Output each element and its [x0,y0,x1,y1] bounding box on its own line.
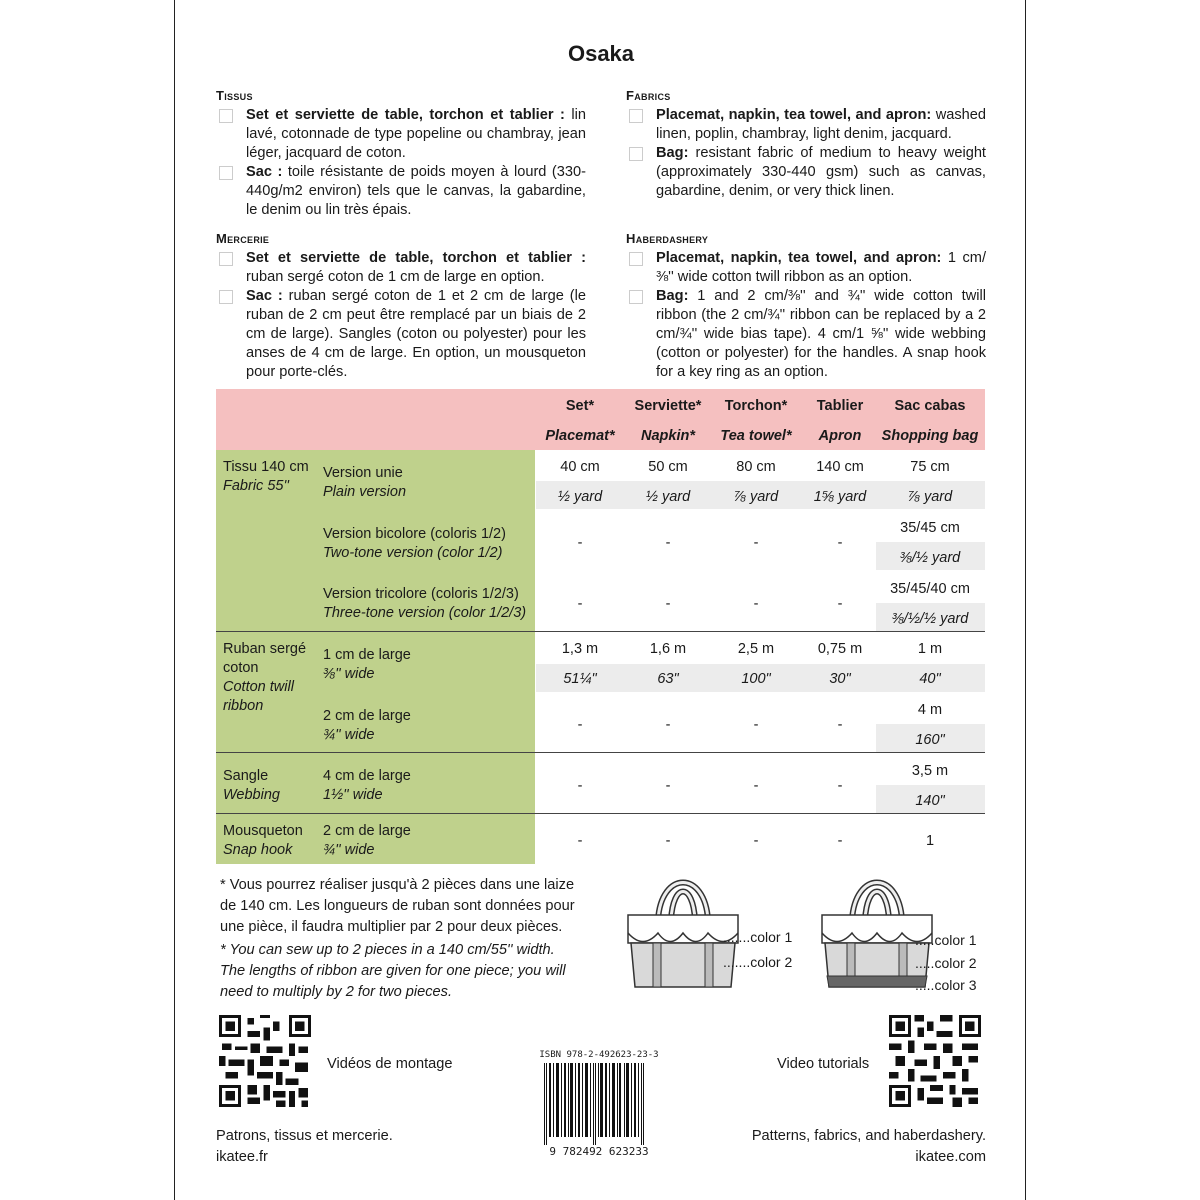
table-cell: - [665,833,671,849]
row-label: 2 cm de large ¾'' wide [323,708,411,743]
table-cell: 140" [915,793,945,809]
color-label: .......color 1 [723,929,793,945]
table-cell: 0,75 m [817,641,863,657]
table-cell: 160" [915,732,945,748]
table-cell: - [665,596,671,612]
checkbox[interactable] [629,252,643,266]
en-fabric-item: Placemat, napkin, tea towel, and apron: washed linen, poplin, chambray, light denim, jacquard. [626,106,986,144]
table-cell: 35/45/40 cm [890,581,970,597]
table-cell: 50 cm [648,459,688,475]
table-cell: 75 cm [910,459,950,475]
table-cell: ½ yard [645,489,691,505]
pattern-back-cover: Osaka Tissus Set et serviette de table, torchon et tablier : lin lavé, cotonnade de type popeline ou chambray, jean léger, jacquard de coton. Sac : toile résistante de poids moyen à lourd (330-440g/m2 environ) tels que le canvas, la gabardine, le denim ou lin très épais. Mercerie Set et serviette de table, torchon et tablier : ruban sergé coton de 1 cm de large en option. Sac : ruban sergé coton de 1 et 2 cm de large (le ruban de 2 cm peut être remplacé par un biais de 2 cm de large). Sangles (coton ou polyester) pour les anses de 4 cm de large. En option, un mousqueton pour porte-clés. Fabrics Placemat, napkin, tea towel, and apron: washed linen, poplin, chambray, light denim, jacquard. Bag: resistant fabric of medium to heavy weight (approximately 330-440 gsm) such as canvas, gabardine, denim, or very thick linen. Haberdashery Placemat, napkin, tea towel, and apron: 1 cm/⅜'' wide cotton twill ribbon as an option. Bag: 1 and 2 cm/⅜'' and ¾'' wide cotton twill ribbon (the 2 cm/¾'' ribbon can be replaced by a 2 cm/¾'' wide bias tape). 4 cm/1 ⅝'' wide webbing (cotton or polyester) for the handles. A snap hook for a key ring as an option. Set* Placemat* Serviette* Napkin* Torchon* Tea towel* Tablier Apron Sac cabas Shopping bag Tissu 140 cm Fabric 55'' Ruban sergé coton Cotton twill ribbon Sangle Webbing Mousqueton Snap hook Version unie Plain version Version bicolore (coloris 1/2) Two-tone version (color 1/2) Version tricolore (coloris 1/2/3) Three-tone version (color 1/2/3) 1 cm de large ⅜'' wide 2 cm de large ¾'' wide 4 cm de large 1½'' wide 2 cm de large ¾'' wide 40 cm 50 cm 80 cm 140 cm 75 cm ½ yard ½ yard ⅞ yard 1⅝ yard ⅞ yard - - - - 35/45 cm ⅜/½ yard - - - - 35/45/40 cm ⅜/½/½ yard 1,3 m 1,6 m 2,5 m 0,75 m 1 m 51¼" 63" 100" 30" 40" - - - - 4 m 160" - - - - 3,5 m 140" - - - - 1 * Vous pourrez réaliser jusqu'à 2 pièces dans une laize de 140 cm. Les longueurs de ruban sont données pour une pièce, il faudra multiplier par 2 pour deux pièces. * You can sew up to 2 pieces in a 140 cm/55'' width. The lengths of ribbon are given for one piece; you will need to multiply by 2 for two pieces. .......color 1 .......color 2 .....color 1 .....color 2 .....color 3 Vidéos de montage Video tutorials ISBN 978-2-492623-23-3 9 782492 623233 Patrons, tissus et mercerie. ikatee.fr Patterns, fabrics, and haberdashery. ikatee.com [174,0,1026,1200]
table-cell: - [837,717,843,733]
group-label: Tissu 140 cm Fabric 55'' [223,459,309,494]
isbn-barcode [536,1050,662,1162]
table-cell: 30" [829,671,851,687]
website-link[interactable]: ikatee.com [915,1149,986,1165]
row-label: 2 cm de large ¾'' wide [323,823,411,858]
fr-fabrics-section [216,86,586,220]
table-cell: - [577,596,583,612]
en-fabrics-section [626,86,986,201]
checkbox[interactable] [219,109,233,123]
footer-right: Patterns, fabrics, and haberdashery. ikatee.com [735,1126,986,1168]
isbn-text: ISBN 978-2-492623-23-3 [539,1050,659,1060]
footnote-en: * You can sew up to 2 pieces in a 140 cm/55'' width. The lengths of ribbon are given for one piece; you will need to multiply by 2 for two pieces. [220,942,566,1000]
row-label: 4 cm de large 1½'' wide [323,768,411,803]
table-cell: 80 cm [736,459,776,475]
table-cell: 140 cm [816,459,864,475]
table-cell: - [665,535,671,551]
color-label: .....color 1 [915,932,977,948]
table-cell: - [577,833,583,849]
checkbox[interactable] [629,109,643,123]
website-link[interactable]: ikatee.fr [216,1149,268,1165]
en-fabrics-heading: Fabrics [626,88,671,103]
footer-left: Patrons, tissus et mercerie. ikatee.fr [216,1126,393,1168]
qr-code-icon[interactable] [889,1015,981,1107]
table-cell: - [753,535,759,551]
qr-code-icon[interactable] [219,1015,311,1107]
fr-haberdashery-item: Set et serviette de table, torchon et tablier : ruban sergé coton de 1 cm de large en option. [216,249,586,287]
fr-fabric-item: Sac : toile résistante de poids moyen à lourd (330-440g/m2 environ) tels que le canvas, la gabardine, le denim ou lin très épais. [216,163,586,220]
table-cell: ⅞ yard [733,489,779,505]
table-cell: 3,5 m [911,763,949,779]
table-cell: - [837,596,843,612]
table-cell: 51¼" [563,671,597,687]
table-cell: - [665,778,671,794]
checkbox[interactable] [219,290,233,304]
table-cell: 63" [657,671,679,687]
group-label: Mousqueton Snap hook [223,823,303,858]
table-cell: - [837,535,843,551]
table-cell: 1,3 m [561,641,599,657]
checkbox[interactable] [629,290,643,304]
color-label: .....color 3 [915,977,977,993]
table-cell: 1,6 m [649,641,687,657]
fr-fabrics-heading: Tissus [216,88,253,103]
row-label: 1 cm de large ⅜'' wide [323,647,411,682]
table-cell: 1 m [917,641,943,657]
videos-label-en: Video tutorials [777,1056,870,1072]
color-label: .......color 2 [723,954,793,970]
row-label: Version unie Plain version [323,465,407,500]
group-label: Sangle Webbing [223,768,280,803]
barcode-icon [536,1063,662,1145]
table-cell: ⅞ yard [907,489,953,505]
en-haberdashery-section [626,229,986,382]
table-cell: 4 m [917,702,943,718]
table-cell: 2,5 m [737,641,775,657]
fr-fabric-item: Set et serviette de table, torchon et tablier : lin lavé, cotonnade de type popeline ou chambray, jean léger, jacquard de coton. [216,106,586,163]
checkbox[interactable] [219,166,233,180]
row-label: Version bicolore (coloris 1/2) Two-tone version (color 1/2) [323,526,506,561]
table-cell: 40 cm [560,459,600,475]
fr-haberdashery-item: Sac : ruban sergé coton de 1 et 2 cm de large (le ruban de 2 cm peut être remplacé par un biais de 2 cm de large). Sangles (coton ou polyester) pour les anses de 4 cm de large. En option, un mousqueton pour porte-clés. [216,287,586,382]
row-divider [216,813,985,814]
table-cell: - [753,596,759,612]
table-cell: ½ yard [557,489,603,505]
table-cell: 35/45 cm [900,520,960,536]
table-cell: - [837,833,843,849]
table-cell: - [577,535,583,551]
table-cell: 40" [919,671,941,687]
table-cell: ⅜/½/½ yard [891,611,969,627]
table-cell: - [837,778,843,794]
fr-haberdashery-heading: Mercerie [216,231,270,246]
footnote-fr: * Vous pourrez réaliser jusqu'à 2 pièces dans une laize de 140 cm. Les longueurs de ruban sont données pour une pièce, il faudra multiplier par 2 pour deux pièces. [220,877,575,935]
fr-haberdashery-section [216,229,586,382]
en-fabric-item: Bag: resistant fabric of medium to heavy weight (approximately 330-440 gsm) such as canvas, gabardine, denim, or very thick linen. [626,144,986,201]
checkbox[interactable] [219,252,233,266]
table-cell: - [753,717,759,733]
videos-label-fr: Vidéos de montage [327,1056,453,1072]
en-haberdashery-heading: Haberdashery [626,231,709,246]
color-label: .....color 2 [915,955,977,971]
table-cell: - [577,778,583,794]
en-haberdashery-item: Placemat, napkin, tea towel, and apron: 1 cm/⅜'' wide cotton twill ribbon as an option. [626,249,986,287]
table-cell: 1 [925,833,935,849]
row-divider [216,752,985,753]
row-label: Version tricolore (coloris 1/2/3) Three-tone version (color 1/2/3) [323,586,527,621]
table-cell: 1⅝ yard [813,489,867,505]
en-haberdashery-item: Bag: 1 and 2 cm/⅜'' and ¾'' wide cotton twill ribbon (the 2 cm/¾'' ribbon can be replaced by a 2 cm/¾'' wide bias tape). 4 cm/1 ⅝'' wide webbing (cotton or polyester) for the handles. A snap hook for a key ring as an option. [626,287,986,382]
table-cell: - [753,833,759,849]
row-divider [216,631,985,632]
table-cell: - [665,717,671,733]
table-cell: - [753,778,759,794]
table-cell: ⅜/½ yard [899,550,961,566]
checkbox[interactable] [629,147,643,161]
barcode-digits: 9 782492 623233 [536,1145,662,1158]
table-cell: - [577,717,583,733]
page-title: Osaka [567,41,635,66]
table-cell: 100" [741,671,771,687]
group-label: Ruban sergé coton Cotton twill ribbon [223,641,307,714]
